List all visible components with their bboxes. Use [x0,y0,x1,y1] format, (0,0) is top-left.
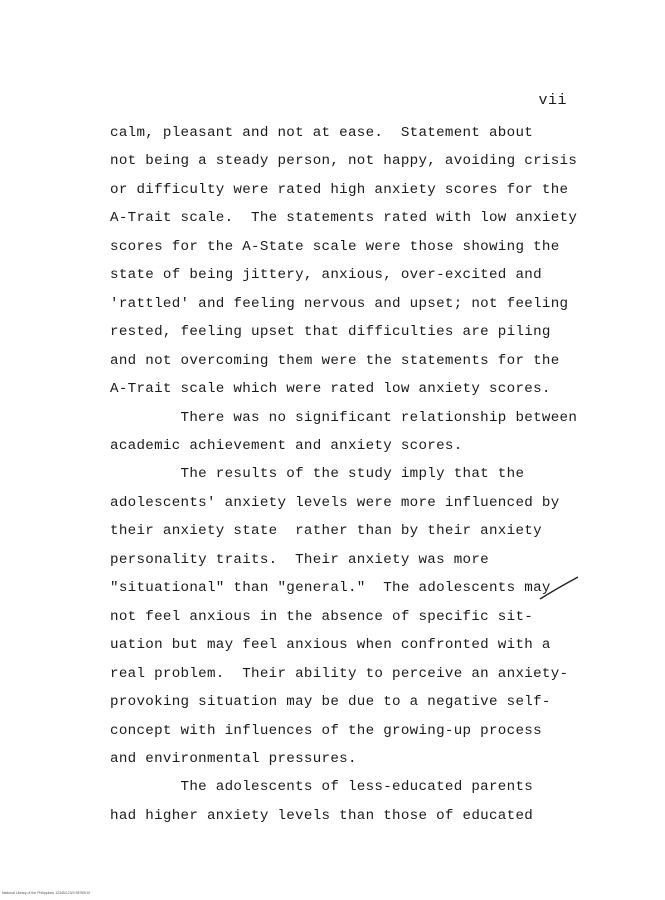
text-line: personality traits. Their anxiety was more [110,552,489,568]
text-line: 'rattled' and feeling nervous and upset; not feeling [110,296,569,312]
text-line: had higher anxiety levels than those of educated [110,808,534,824]
text-line: or difficulty were rated high anxiety scores for the [110,182,569,198]
text-line: rested, feeling upset that difficulties are piling [110,324,551,340]
text-line: A-Trait scale. The statements rated with low anxiety [110,210,578,226]
scan-footer: National Library of the Philippines 12345/123/3 98765/10 [2,891,91,895]
text-line: and environmental pressures. [110,751,357,767]
text-line: state of being jittery, anxious, over-excited and [110,267,542,283]
text-line: not feel anxious in the absence of specific sit- [110,609,534,625]
text-line: A-Trait scale which were rated low anxiety scores. [110,381,551,397]
margin-pen-mark [538,575,580,605]
text-line: scores for the A-State scale were those showing the [110,239,560,255]
text-line: The results of the study imply that the [110,466,525,482]
text-line: not being a steady person, not happy, avoiding crisis [110,153,578,169]
text-line: their anxiety state rather than by their anxiety [110,523,542,539]
text-line: calm, pleasant and not at ease. Statement about [110,125,534,141]
text-line: and not overcoming them were the statements for the [110,353,560,369]
text-line: "situational" than "general." The adolescents may [110,580,551,596]
text-line: The adolescents of less-educated parents [110,779,534,795]
text-line: real problem. Their ability to perceive an anxiety- [110,666,569,682]
page-number: vii [538,92,567,109]
text-line: concept with influences of the growing-up process [110,723,542,739]
text-line: There was no significant relationship between [110,410,578,426]
text-line: academic achievement and anxiety scores. [110,438,463,454]
text-line: provoking situation may be due to a negative self- [110,694,551,710]
text-line: uation but may feel anxious when confronted with a [110,637,551,653]
text-line: adolescents' anxiety levels were more influenced by [110,495,560,511]
